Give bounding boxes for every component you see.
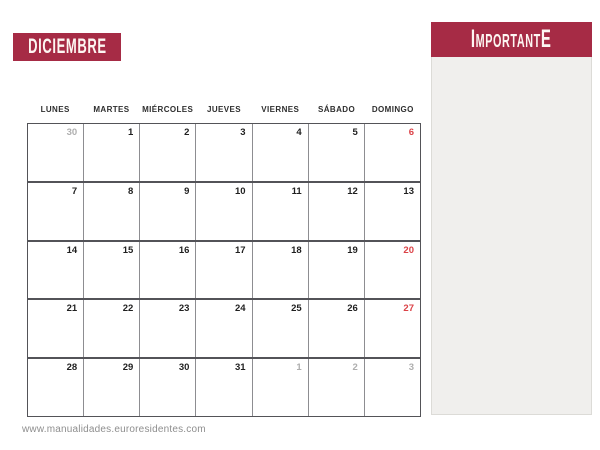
day-number: 27 (403, 303, 414, 315)
calendar-cell (195, 124, 251, 181)
calendar-cell (195, 242, 251, 299)
important-notes-body (431, 57, 592, 415)
day-number: 29 (122, 362, 134, 374)
day-number: 21 (66, 303, 78, 315)
day-number: 16 (178, 244, 190, 256)
day-number: 17 (234, 244, 246, 256)
week-row (28, 298, 420, 357)
week-row (28, 240, 420, 299)
calendar-cell (83, 242, 139, 299)
day-number: 28 (66, 362, 78, 374)
calendar-cell (364, 300, 420, 357)
day-number: 13 (403, 185, 414, 197)
calendar-cell (308, 359, 364, 416)
calendar-cell (252, 359, 308, 416)
day-header: MARTES (93, 104, 130, 114)
calendar-cell (28, 124, 83, 181)
day-number: 7 (71, 185, 78, 197)
month-title: DICIEMBRE (27, 34, 107, 59)
day-number: 2 (352, 362, 358, 374)
month-title-banner (13, 33, 121, 61)
important-notes-title: ImportantE (471, 25, 552, 53)
calendar-cell (308, 242, 364, 299)
calendar-cell (364, 183, 420, 240)
calendar-cell (195, 183, 251, 240)
week-row (28, 124, 420, 181)
day-number: 11 (291, 185, 302, 197)
day-header: LUNES (40, 104, 70, 114)
day-number: 5 (352, 127, 358, 138)
calendar-cell (364, 124, 420, 181)
day-number: 14 (66, 244, 78, 256)
calendar-cell (28, 242, 83, 299)
calendar-cell (308, 183, 364, 240)
day-number: 30 (178, 362, 190, 374)
day-number: 9 (184, 185, 190, 197)
week-row (28, 181, 420, 240)
calendar-cell (364, 359, 420, 416)
footer-url: www.manualidades.euroresidentes.com (22, 424, 206, 435)
day-number: 10 (234, 185, 246, 197)
calendar-cell (28, 300, 83, 357)
calendar-cell (28, 359, 83, 416)
day-number: 3 (240, 127, 246, 138)
day-number: 4 (296, 127, 302, 138)
day-number: 18 (291, 244, 302, 256)
day-header: JUEVES (206, 104, 241, 114)
calendar-cell (252, 242, 308, 299)
day-number: 15 (122, 244, 134, 256)
calendar-cell (195, 359, 251, 416)
day-number: 22 (122, 303, 134, 315)
calendar-cell (195, 300, 251, 357)
calendar-cell (83, 359, 139, 416)
day-number: 3 (408, 362, 414, 374)
calendar-grid (27, 123, 421, 417)
calendar-cell (139, 183, 195, 240)
important-notes-header (431, 22, 592, 57)
day-number: 8 (127, 185, 134, 197)
week-row (28, 357, 420, 416)
calendar-cell (83, 300, 139, 357)
calendar-cell (83, 183, 139, 240)
day-number: 2 (184, 127, 190, 138)
day-number: 31 (234, 362, 246, 374)
calendar-cell (28, 183, 83, 240)
calendar-cell (139, 300, 195, 357)
calendar-cell (252, 300, 308, 357)
important-notes-panel (431, 22, 592, 415)
day-number: 30 (66, 127, 78, 138)
day-number: 19 (347, 244, 358, 256)
calendar-cell (139, 242, 195, 299)
calendar-cell (364, 242, 420, 299)
calendar-cell (308, 300, 364, 357)
day-headers-row (27, 102, 421, 116)
calendar-cell (308, 124, 364, 181)
day-number: 6 (408, 127, 414, 138)
calendar-cell (139, 124, 195, 181)
calendar-cell (139, 359, 195, 416)
day-number: 12 (347, 185, 358, 197)
day-number: 23 (178, 303, 190, 315)
day-number: 20 (403, 244, 414, 256)
day-number: 1 (127, 127, 134, 138)
calendar-cell (83, 124, 139, 181)
day-header: MIÉRCOLES (142, 104, 194, 114)
day-number: 1 (296, 362, 302, 374)
day-number: 25 (291, 303, 302, 315)
day-number: 24 (234, 303, 246, 315)
day-header: DOMINGO (371, 104, 414, 114)
calendar-cell (252, 183, 308, 240)
day-header: SÁBADO (318, 104, 356, 114)
calendar-cell (252, 124, 308, 181)
day-header: VIERNES (261, 104, 300, 114)
day-number: 26 (347, 303, 358, 315)
